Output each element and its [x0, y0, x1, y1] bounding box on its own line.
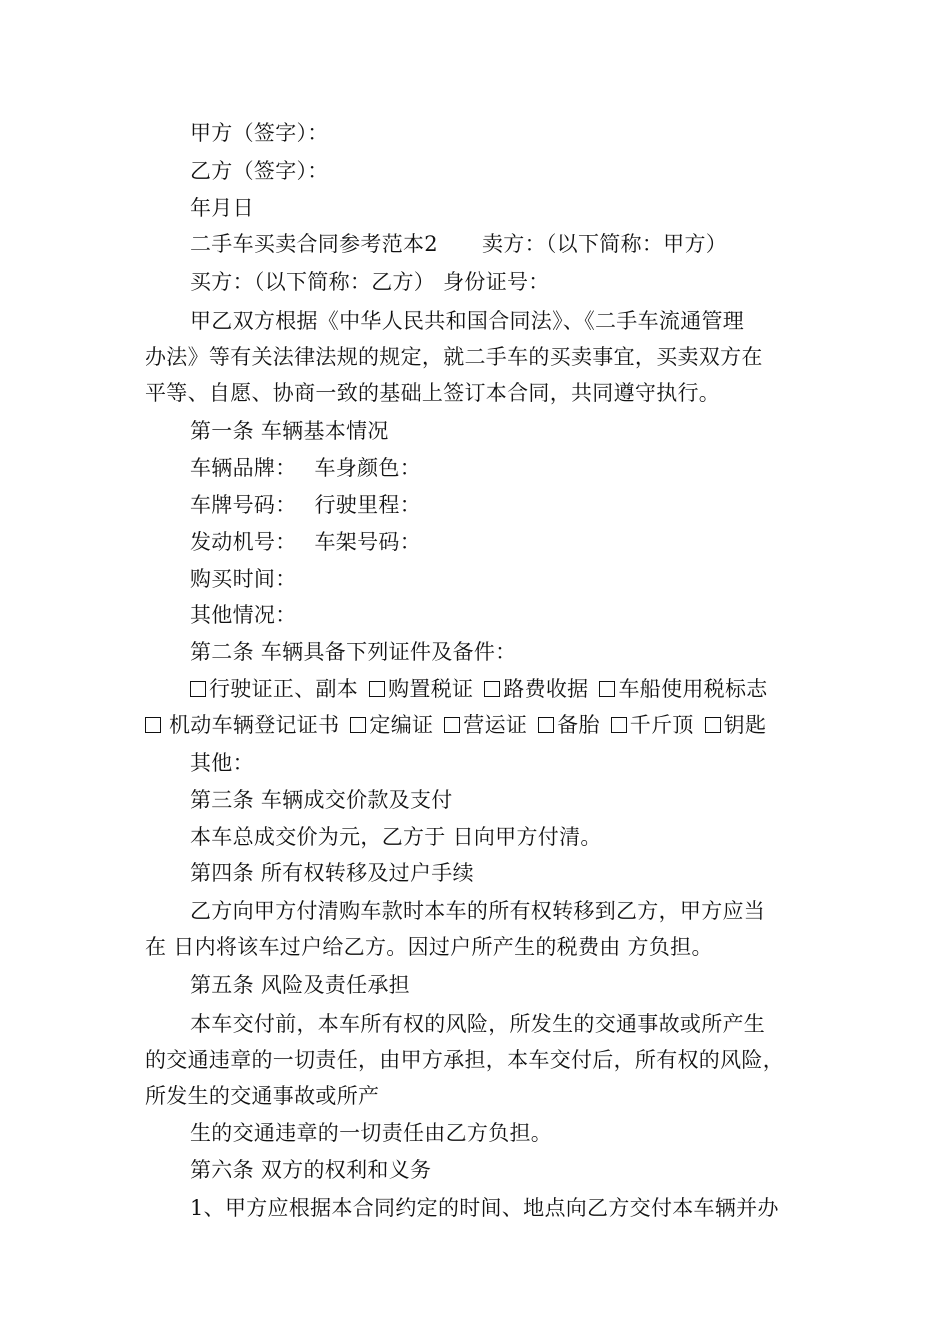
article5-line-3: 所发生的交通事故或所产: [145, 1084, 380, 1108]
checkbox-icon: [369, 681, 385, 697]
article5-line-2: 的交通违章的一切责任，由甲方承担，本车交付后，所有权的风险，: [145, 1048, 784, 1072]
frame-label: 车架号码：: [314, 530, 421, 554]
doc-capacity: 定编证: [369, 713, 434, 737]
article5-line-1: 本车交付前，本车所有权的风险，所发生的交通事故或所产生: [190, 1012, 766, 1036]
doc-spare-tire: 备胎: [557, 713, 600, 737]
article3-heading: 第三条 车辆成交价款及支付: [190, 788, 453, 812]
article4-heading: 第四条 所有权转移及过户手续: [190, 861, 474, 885]
article2-other: 其他：: [190, 751, 254, 775]
color-label: 车身颜色：: [314, 456, 421, 480]
buyer-line: [190, 267, 550, 297]
checkbox-icon: [599, 681, 615, 697]
doc-license: 行驶证正、副本: [209, 677, 359, 701]
buyer-id-label: 身份证号：: [443, 270, 550, 294]
checkbox-icon: [350, 717, 366, 733]
preamble-line-1: 甲乙双方根据《中华人民共和国合同法》、《二手车流通管理: [190, 309, 745, 333]
party-b-signature: 乙方（签字）：: [190, 159, 329, 183]
checkbox-icon: [705, 717, 721, 733]
buyer-label: 买方：（以下简称：乙方）: [190, 270, 436, 294]
contract-title: 二手车买卖合同参考范本2: [190, 232, 438, 256]
checkbox-icon: [611, 717, 627, 733]
seller-label: 卖方：（以下简称：甲方）: [481, 232, 728, 256]
brand-color-line: [190, 453, 421, 483]
checkbox-icon: [484, 681, 500, 697]
documents-line-1: [190, 674, 768, 704]
doc-purchase-tax: 购置税证: [388, 677, 474, 701]
doc-toll-receipt: 路费收据: [503, 677, 589, 701]
engine-frame-line: [190, 527, 421, 557]
preamble-line-3: 平等、自愿、协商一致的基础上签订本合同，共同遵守执行。: [145, 381, 721, 405]
doc-vehicle-tax: 车船使用税标志: [618, 677, 768, 701]
other-info-label: 其他情况：: [190, 603, 297, 627]
doc-jack: 千斤顶: [629, 713, 694, 737]
doc-registration: 机动车辆登记证书: [169, 713, 340, 737]
article6-item-1: 1、甲方应根据本合同约定的时间、地点向乙方交付本车辆并办: [190, 1196, 779, 1220]
article5-heading: 第五条 风险及责任承担: [190, 973, 410, 997]
party-a-signature: 甲方（签字）：: [190, 121, 329, 145]
brand-label: 车辆品牌：: [190, 456, 297, 480]
documents-line-2: [145, 710, 766, 740]
doc-operation: 营运证: [463, 713, 528, 737]
article4-line-1: 乙方向甲方付清购车款时本车的所有权转移到乙方，甲方应当: [190, 899, 766, 923]
preamble-line-2: 办法》等有关法律法规的规定，就二手车的买卖事宜，买卖双方在: [145, 345, 763, 369]
checkbox-icon: [538, 717, 554, 733]
doc-keys: 钥匙: [723, 713, 767, 737]
checkbox-icon: [145, 717, 161, 733]
checkbox-icon: [190, 681, 206, 697]
article6-heading: 第六条 双方的权利和义务: [190, 1158, 432, 1182]
article1-heading: 第一条 车辆基本情况: [190, 419, 389, 443]
article3-text: 本车总成交价为元，乙方于 日向甲方付清。: [190, 825, 602, 849]
title-seller-line: [190, 229, 727, 259]
article4-line-2: 在 日内将该车过户给乙方。因过户所产生的税费由 方负担。: [145, 935, 713, 959]
signature-date: 年月日: [190, 196, 254, 220]
article2-heading: 第二条 车辆具备下列证件及备件：: [190, 640, 517, 664]
mileage-label: 行驶里程：: [314, 493, 421, 517]
checkbox-icon: [444, 717, 460, 733]
purchase-time-label: 购买时间：: [190, 567, 297, 591]
article5-line-4: 生的交通违章的一切责任由乙方负担。: [190, 1121, 553, 1145]
plate-label: 车牌号码：: [190, 493, 297, 517]
plate-mileage-line: [190, 490, 421, 520]
engine-label: 发动机号：: [190, 530, 297, 554]
